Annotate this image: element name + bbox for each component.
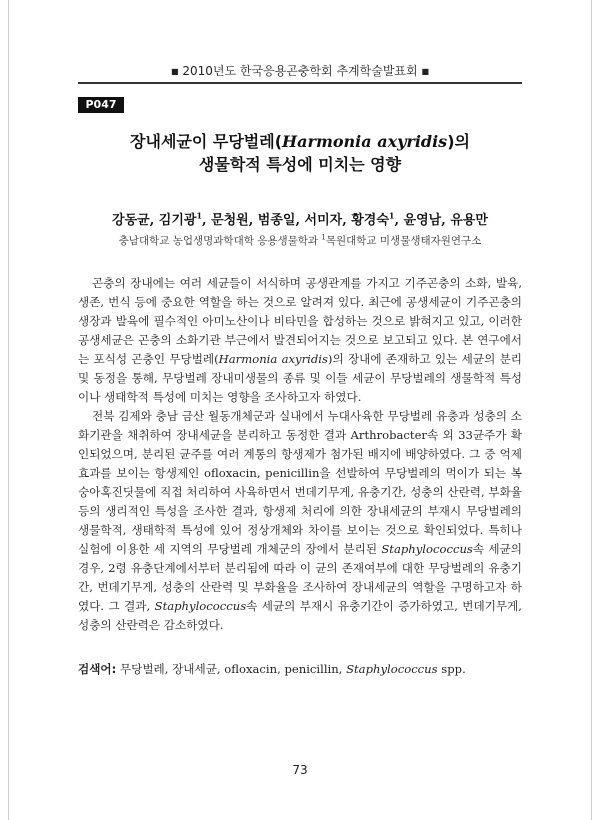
affiliation-text: 충남대학교 농업생명과학대학 응용생물학과 bbox=[118, 235, 322, 247]
keywords-label: 검색어: bbox=[78, 662, 117, 676]
abstract-paragraph bbox=[78, 274, 522, 407]
affiliations bbox=[40, 233, 560, 248]
paragraph-text: 속 세균의 경우, 2령 유충단계에서부터 분리됨에 따라 이 균의 존재여부에 대한 무당벌레의 유충기간, 번데기무게, 성충의 산란력 및 부화율을 조사하여 장내세균의 역할을 구명하고자 하였다. 그 결과, bbox=[78, 542, 522, 613]
abstract-body bbox=[78, 274, 522, 635]
keywords-text: spp. bbox=[437, 662, 466, 676]
square-bullet-icon: ■ bbox=[170, 67, 179, 76]
genus-name: Staphylococcus bbox=[381, 542, 473, 556]
title-text: )의 bbox=[447, 132, 470, 151]
affiliation-text: 목원대학교 미생물생태자원연구소 bbox=[325, 235, 482, 247]
title-line-2: 생물학적 특성에 미치는 영향 bbox=[198, 155, 402, 174]
genus-name: Staphylococcus bbox=[346, 662, 438, 676]
keywords-text: 무당벌레, 장내세균, ofloxacin, penicillin, bbox=[116, 662, 347, 676]
affiliation-mark: 1 bbox=[388, 210, 395, 221]
title-text: 장내세균이 무당벌레( bbox=[130, 132, 283, 151]
paper-title bbox=[60, 130, 540, 176]
conference-name: 2010년도 한국응용곤충학회 추계학술발표회 bbox=[182, 64, 418, 78]
page-border-right bbox=[591, 0, 592, 820]
paragraph-text: )의 장내에 존재하고 있는 세균의 분리 및 동정을 통해, 무당벌레 장내미생물의 종류 및 이들 세균이 무당벌레의 생물학적 특성이나 생태학적 특성에 미치는 영향을 조사하고자 하였다. bbox=[78, 352, 522, 404]
title-species-name: Harmonia axyridis bbox=[282, 132, 448, 151]
author-names: , 윤영남, 유용만 bbox=[394, 213, 488, 228]
poster-id-badge: P047 bbox=[78, 97, 124, 113]
affiliation-mark: 1 bbox=[196, 210, 203, 221]
genus-name: Staphylococcus bbox=[154, 599, 247, 613]
paragraph-text: 전북 김제와 충남 금산 월동개체군과 실내에서 누대사육한 무당벌레 유충과 성충의 소화기관을 채취하여 장내세균을 분리하고 동정한 결과 Arthrobacter속 외 33균주가 확인되었으며, 분리된 균주를 여러 계통의 항생제가 첨가된 배지에 배양하였다. 그 중 억제효과를 보이는 항생제인 ofloxacin, penicillin을 선발하여 무당벌레의 먹이가 되는 복숭아혹진딧물에 직접 처리하여 사육하면서 번데기무게, 유충기간, 성충의 산란력, 부화율 등의 생리적인 특성을 조사한 결과, 항생제 처리에 의한 장내세균의 부재시 무당벌레의 생물학적, 생태학적 특성에 있어 정상개체와 차이를 보이는 것으로 확인되었다. 특히나 실험에 이용한 세 지역의 무당벌레 개체군의 장에서 분리된 bbox=[78, 409, 522, 556]
title-line-1 bbox=[60, 130, 540, 153]
species-name: Harmonia axyridis bbox=[218, 352, 328, 366]
author-names: 강동균, 김기광 bbox=[112, 213, 197, 228]
running-header bbox=[0, 62, 600, 79]
page-number: 73 bbox=[292, 763, 308, 777]
header-rule bbox=[78, 82, 522, 84]
author-list bbox=[40, 209, 560, 228]
affiliation-mark: 1 bbox=[321, 233, 326, 242]
author-names: , 문청원, 범종일, 서미자, 황경숙 bbox=[202, 213, 389, 228]
paragraph-text: 곤충의 장내에는 여러 세균들이 서식하며 공생관계를 가지고 기주곤충의 소화, 발육, 생존, 번식 등에 중요한 역할을 하는 것으로 알려져 있다. 최근에 공생세균이 기주곤충의 생장과 발육에 필수적인 아미노산이나 비타민을 합성하는 것으로 밝혀지고 있고, 이러한 공생세균은 곤충의 소화기관 부근에서 발견되어지는 것으로 보고되고 있다. 본 연구에서는 포식성 곤충인 무당벌레( bbox=[78, 276, 522, 366]
page-border-left bbox=[8, 0, 9, 820]
abstract-paragraph bbox=[78, 407, 522, 635]
square-bullet-icon: ■ bbox=[421, 67, 429, 76]
keywords-line bbox=[78, 660, 522, 679]
paragraph-text: 속 세균의 부재시 유충기간이 증가하였고, 번데기무게, 성충의 산란력은 감소하였다. bbox=[78, 599, 522, 632]
